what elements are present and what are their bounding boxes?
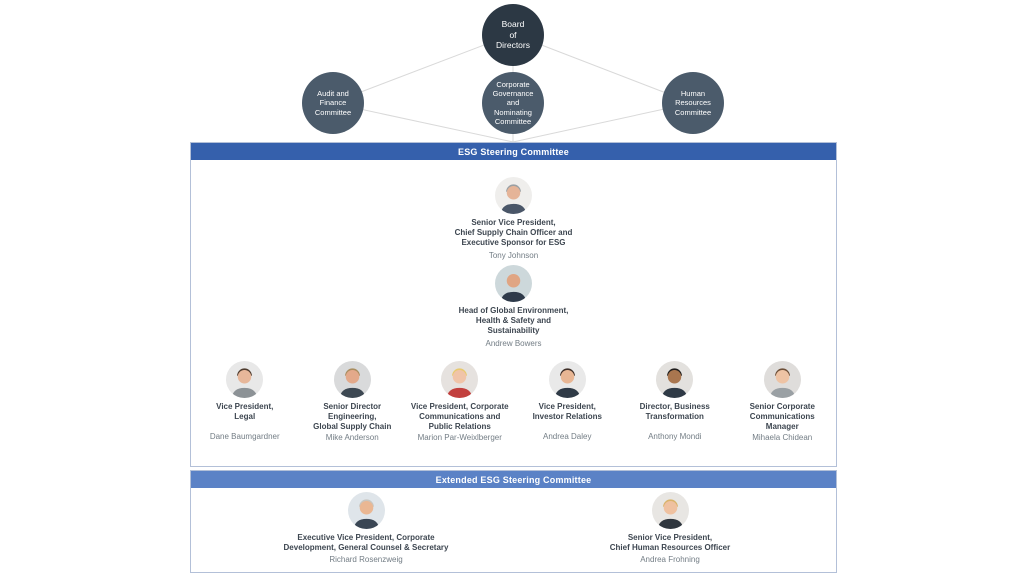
person-card bbox=[256, 492, 476, 564]
profile-photo bbox=[348, 492, 385, 529]
person-title: Vice President, Corporate Communications and Public Relations bbox=[410, 402, 509, 431]
person-name: Marion Par-Weixlberger bbox=[417, 433, 502, 443]
audit-finance-committee-node: Audit and Finance Committee bbox=[302, 72, 364, 134]
person-title: Senior Director Engineering, Global Supply Chain bbox=[313, 402, 392, 431]
person-name: Andrew Bowers bbox=[485, 339, 542, 349]
profile-photo bbox=[495, 177, 532, 214]
esg-steering-committee-header: ESG Steering Committee bbox=[191, 143, 836, 160]
person-name: Andrea Daley bbox=[543, 432, 592, 441]
person-title: Senior Vice President, Chief Supply Chain Officer and Executive Sponsor for ESG bbox=[454, 218, 573, 247]
person-card bbox=[191, 361, 299, 442]
person-name: Richard Rosenzweig bbox=[329, 554, 403, 564]
person-title: Executive Vice President, Corporate Development, General Counsel & Secretary bbox=[283, 533, 449, 552]
person-title: Vice President, Legal bbox=[216, 402, 274, 421]
profile-photo bbox=[495, 265, 532, 302]
profile-photo bbox=[652, 492, 689, 529]
person-title: Senior Corporate Communications Manager bbox=[749, 402, 815, 431]
person-name: Mike Anderson bbox=[325, 433, 379, 443]
esg-steering-committee-section bbox=[190, 142, 837, 467]
extended-esg-steering-committee-header: Extended ESG Steering Committee bbox=[191, 471, 836, 488]
person-title: Head of Global Environment, Health & Safety and Sustainability bbox=[458, 306, 569, 335]
person-card bbox=[514, 361, 622, 442]
human-resources-committee-node: Human Resources Committee bbox=[662, 72, 724, 134]
person-title: Vice President, Investor Relations bbox=[532, 402, 602, 421]
person-title: Director, Business Transformation bbox=[639, 402, 710, 421]
person-name: Dane Baumgardner bbox=[209, 432, 280, 441]
person-card bbox=[414, 177, 614, 260]
person-title: Senior Vice President, Chief Human Resources Officer bbox=[609, 533, 731, 552]
esg-members-row bbox=[191, 361, 836, 442]
profile-photo bbox=[764, 361, 801, 398]
profile-photo bbox=[334, 361, 371, 398]
profile-photo bbox=[549, 361, 586, 398]
governance-nominating-committee-node: Corporate Governance and Nominating Committee bbox=[482, 72, 544, 134]
person-name: Anthony Mondi bbox=[648, 432, 702, 441]
profile-photo bbox=[226, 361, 263, 398]
person-card bbox=[621, 361, 729, 442]
person-name: Tony Johnson bbox=[488, 251, 539, 261]
profile-photo bbox=[656, 361, 693, 398]
profile-photo bbox=[441, 361, 478, 398]
board-of-directors-node: Board of Directors bbox=[482, 4, 544, 66]
person-card bbox=[414, 265, 614, 348]
person-card bbox=[406, 361, 514, 442]
person-card bbox=[729, 361, 837, 442]
person-name: Andrea Frohning bbox=[640, 554, 700, 564]
person-name: Mihaela Chidean bbox=[752, 433, 813, 443]
extended-esg-steering-committee-section bbox=[190, 470, 837, 573]
person-card bbox=[299, 361, 407, 442]
person-card bbox=[560, 492, 780, 564]
